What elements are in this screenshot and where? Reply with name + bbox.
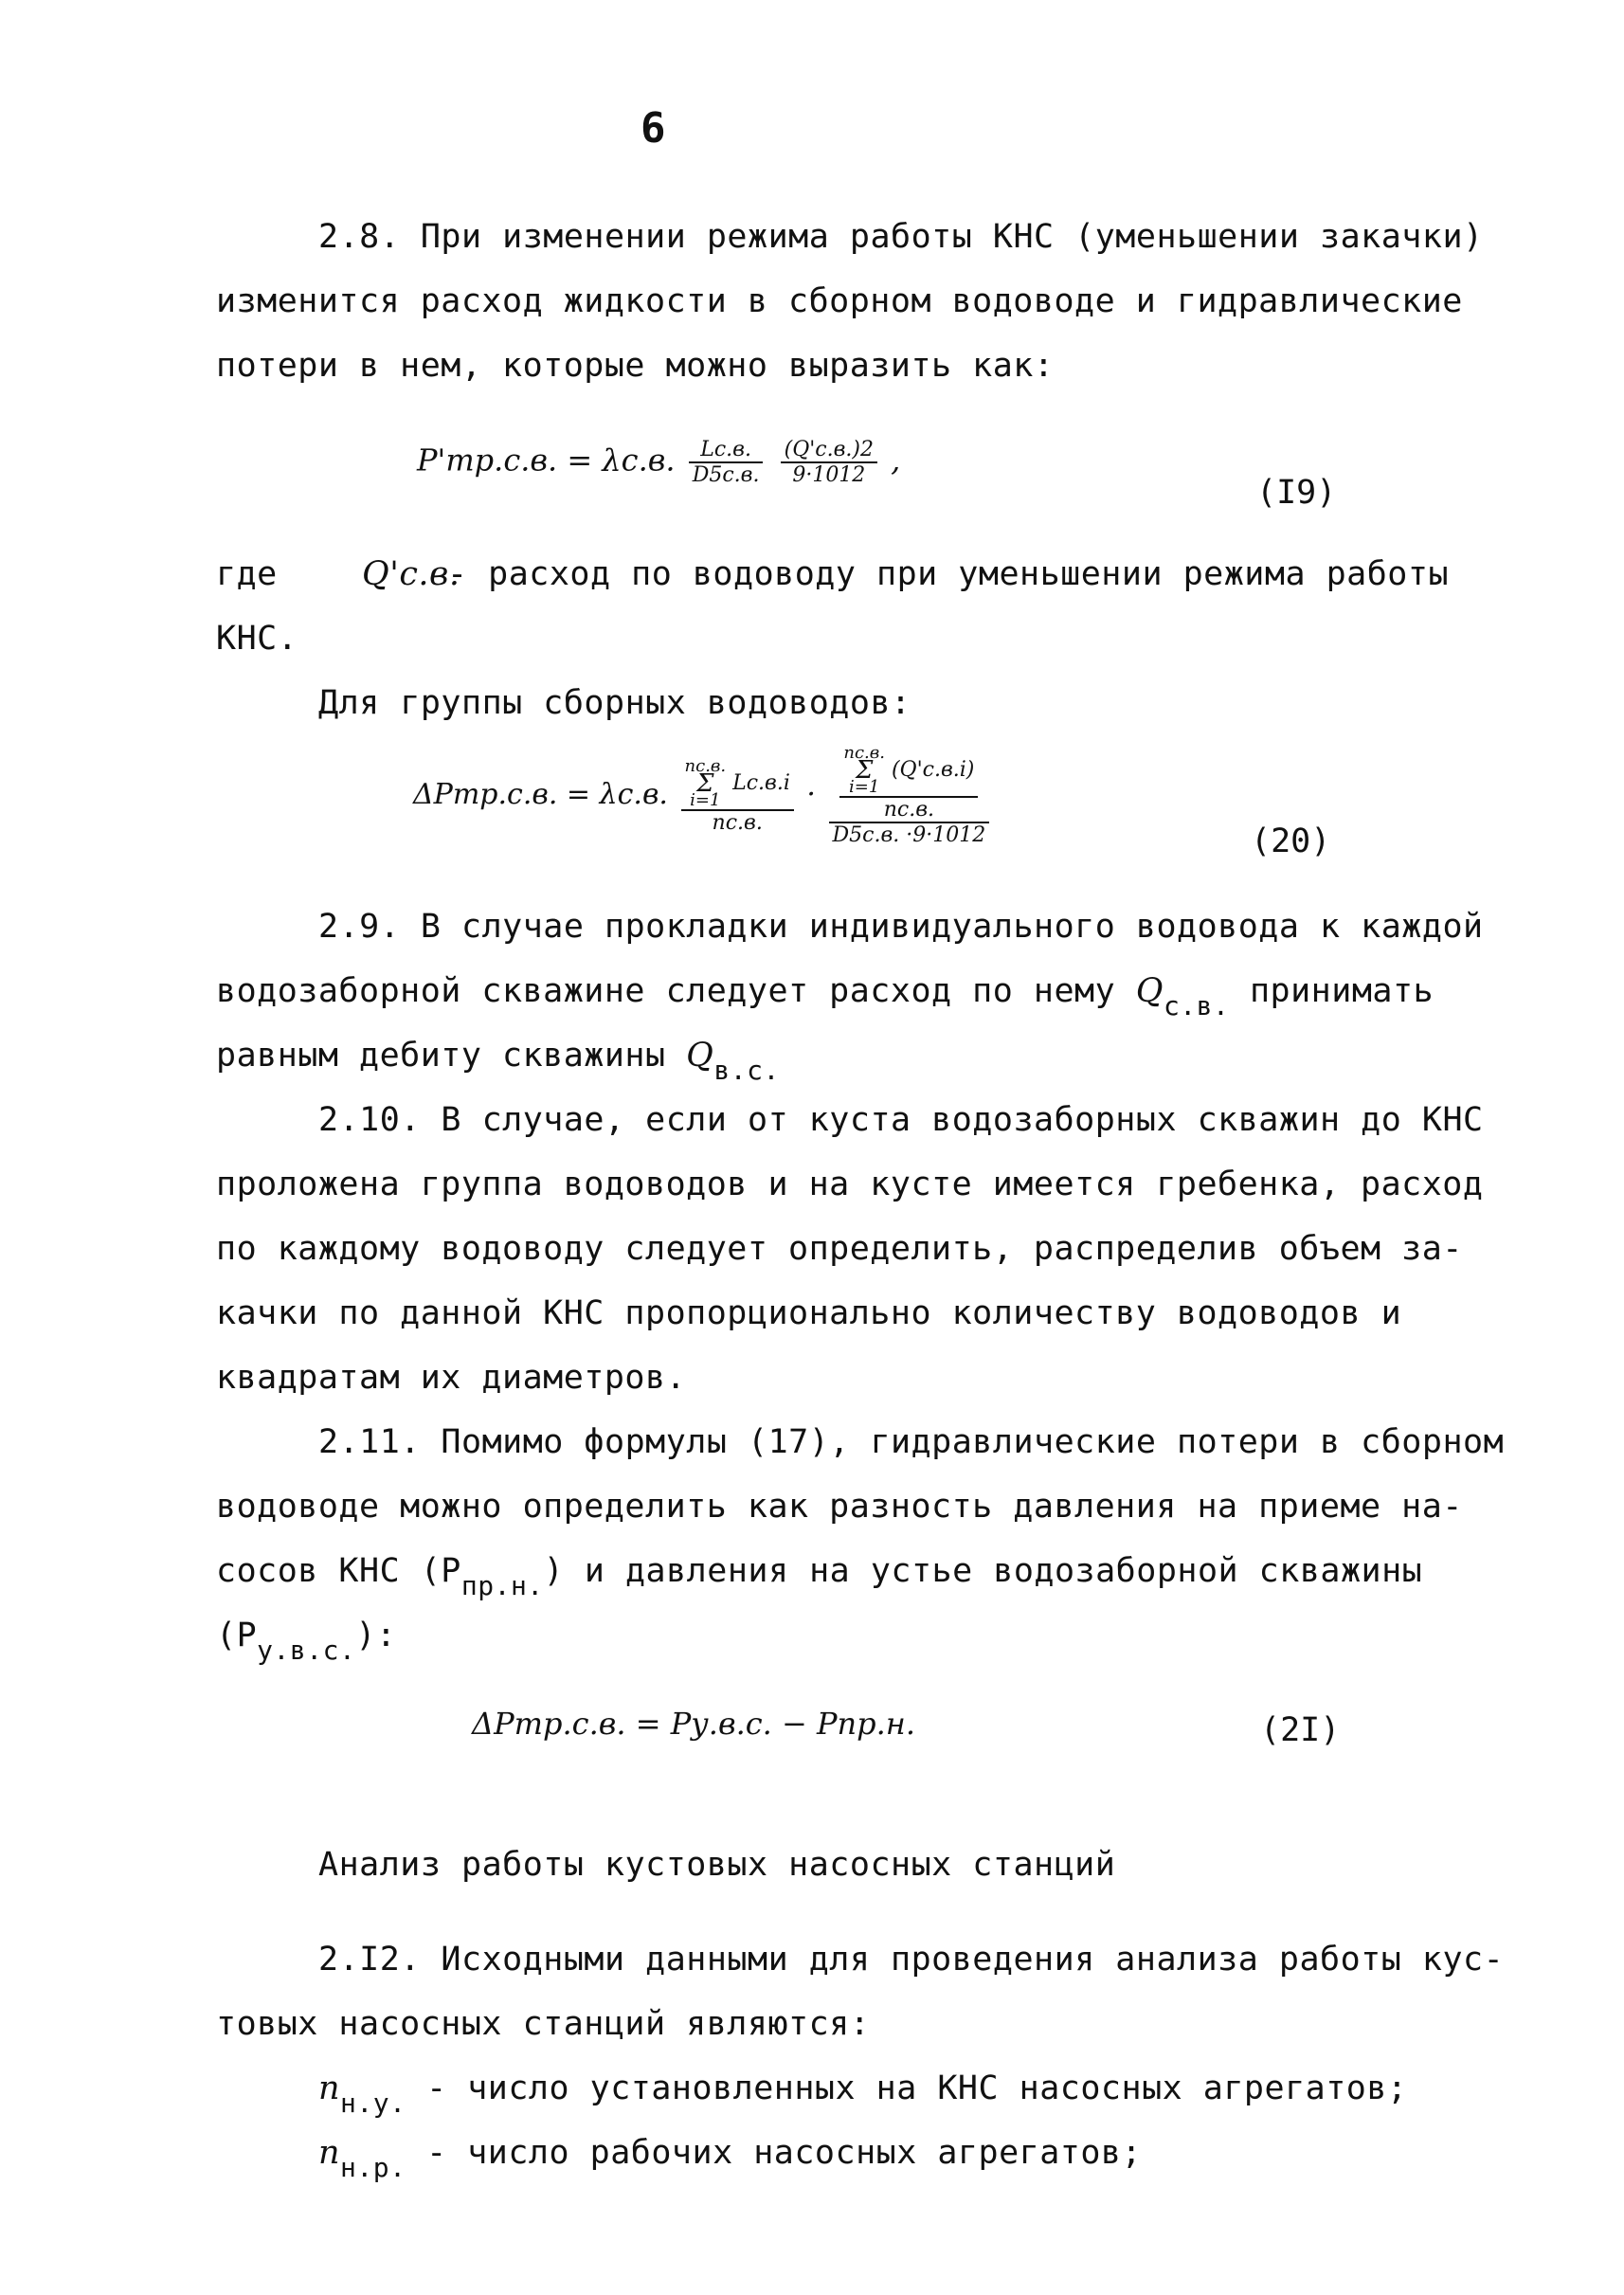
eq20-sum1-bottom: i=1 — [690, 789, 721, 810]
eq20-sum2 — [843, 745, 885, 796]
p212-item2 — [318, 2132, 1143, 2183]
p28-line3: потери в нем, которые можно выразить как: — [216, 347, 1055, 385]
eq20-equals: = — [566, 778, 591, 811]
equation-20 — [413, 745, 993, 847]
eq20-den1: nс.в. — [712, 810, 763, 835]
eq19-number: (I9) — [1256, 474, 1337, 512]
p210-line4: качки по данной КНС пропорционально количеству водоводов и — [216, 1294, 1402, 1332]
group-line: Для группы сборных водоводов: — [318, 684, 911, 722]
where-line2: КНС. — [216, 620, 298, 658]
p29-q-symbol: Q — [1135, 972, 1164, 1010]
p29-q2-sub: в.с. — [713, 1055, 780, 1086]
eq20-sum2-top: nс.в. — [843, 743, 885, 763]
eq20-inner-num — [839, 745, 978, 798]
eq20-num1 — [681, 755, 794, 811]
eq20-den2: D5с.в. ·9·1012 — [832, 823, 986, 847]
eq19-den1: D5с.в. — [692, 463, 760, 487]
where-text: - расход по водоводу при уменьшении режима работы — [447, 555, 1450, 593]
p29-line2b: принимать — [1249, 972, 1435, 1010]
p212-line2: товых насосных станций являются: — [216, 2005, 871, 2043]
eq20-lhs: ΔPтр.с.в. — [413, 778, 558, 811]
eq20-sum1 — [684, 755, 727, 810]
eq19-num1: Lс.в. — [689, 438, 764, 463]
p212-line1: 2.I2. Исходными данными для проведения анализа работы кус- — [318, 1941, 1505, 1979]
p29-line3 — [216, 1035, 780, 1086]
p29-q2-symbol: Q — [686, 1037, 714, 1075]
eq20-sum2-sign: Σ — [855, 756, 874, 785]
eq20-inner-den: nс.в. — [883, 798, 935, 822]
eq21-number: (2I) — [1260, 1711, 1341, 1749]
p29-line1: 2.9. В случае прокладки индивидуального водовода к каждой — [318, 908, 1484, 946]
eq20-sum1-top: nс.в. — [684, 755, 727, 776]
p212-item1 — [318, 2068, 1408, 2119]
eq20-inner-fraction — [839, 745, 978, 822]
p29-line2a: водозаборной скважине следует расход по нему — [216, 972, 1116, 1010]
p211-line3-sub: пр.н. — [460, 1570, 544, 1601]
p211-line3a: сосов КНС (P — [216, 1552, 461, 1590]
page-number: 6 — [641, 104, 666, 153]
p211-line1: 2.11. Помимо формулы (17), гидравлические потери в сборном — [318, 1423, 1505, 1461]
p28-line1: 2.8. При изменении режима работы КНС (уменьшении закачки) — [318, 218, 1484, 256]
p211-line4b: ): — [355, 1617, 397, 1654]
p212-item1-text: - число установленных на КНС насосных агрегатов; — [426, 2069, 1408, 2107]
eq20-sum1-body: Lс.в.i — [732, 770, 790, 795]
eq20-lambda: λс.в. — [599, 778, 668, 811]
p212-item2-sub: н.р. — [340, 2152, 406, 2183]
eq19-num2: (Q'с.в.)2 — [781, 438, 877, 463]
eq20-fraction-2 — [829, 745, 990, 847]
eq19-lambda: λс.в. — [602, 442, 676, 479]
p211-line4-sub: у.в.с. — [257, 1635, 356, 1666]
p212-item2-text: - число рабочих насосных агрегатов; — [426, 2134, 1143, 2172]
equation-21: ΔPтр.с.в. = Pу.в.с. − Pпр.н. — [472, 1706, 916, 1742]
p211-line4 — [216, 1615, 397, 1666]
p211-line3 — [216, 1550, 1423, 1601]
p212-item1-sub: н.у. — [340, 2087, 406, 2119]
eq20-sum2-bottom: i=1 — [849, 777, 880, 797]
p211-line3b: ) и давления на устье водозаборной скважины — [543, 1552, 1423, 1590]
eq20-sum2-body: (Q'с.в.i) — [891, 758, 975, 782]
where-label: где — [216, 555, 278, 593]
eq19-fraction-2 — [781, 438, 877, 487]
eq19-lhs: P'тр.с.в. — [417, 442, 558, 479]
eq20-fraction-1 — [681, 755, 794, 835]
where-symbol: Q'с.в. — [362, 555, 460, 593]
p211-line2: водоводе можно определить как разность давления на приеме на- — [216, 1488, 1463, 1526]
p212-item1-symbol: n — [318, 2069, 341, 2107]
eq20-num2 — [829, 745, 990, 823]
p212-item2-symbol: n — [318, 2134, 341, 2172]
eq20-sum1-sign: Σ — [696, 768, 714, 798]
p210-line1: 2.10. В случае, если от куста водозаборных скважин до КНС — [318, 1101, 1484, 1139]
p210-line5: квадратам их диаметров. — [216, 1359, 687, 1397]
p29-q-sub: с.в. — [1163, 990, 1230, 1021]
eq20-number: (20) — [1251, 822, 1331, 860]
eq19-den2: 9·1012 — [792, 463, 866, 487]
section-heading: Анализ работы кустовых насосных станций — [318, 1846, 1116, 1884]
eq19-tail: , — [891, 442, 901, 479]
p210-line3: по каждому водоводу следует определить, распределив объем за- — [216, 1230, 1463, 1268]
p29-line3a: равным дебиту скважины — [216, 1037, 666, 1075]
p211-line4a: (P — [216, 1617, 258, 1654]
eq19-fraction-1 — [689, 438, 764, 487]
eq19-equals: = — [567, 442, 593, 479]
eq20-dot: · — [806, 778, 816, 811]
p210-line2: проложена группа водоводов и на кусте имеется гребенка, расход — [216, 1166, 1484, 1203]
p28-line2: изменится расход жидкости в сборном водоводе и гидравлические — [216, 282, 1463, 320]
p29-line2 — [216, 970, 1435, 1021]
equation-19 — [417, 438, 900, 487]
